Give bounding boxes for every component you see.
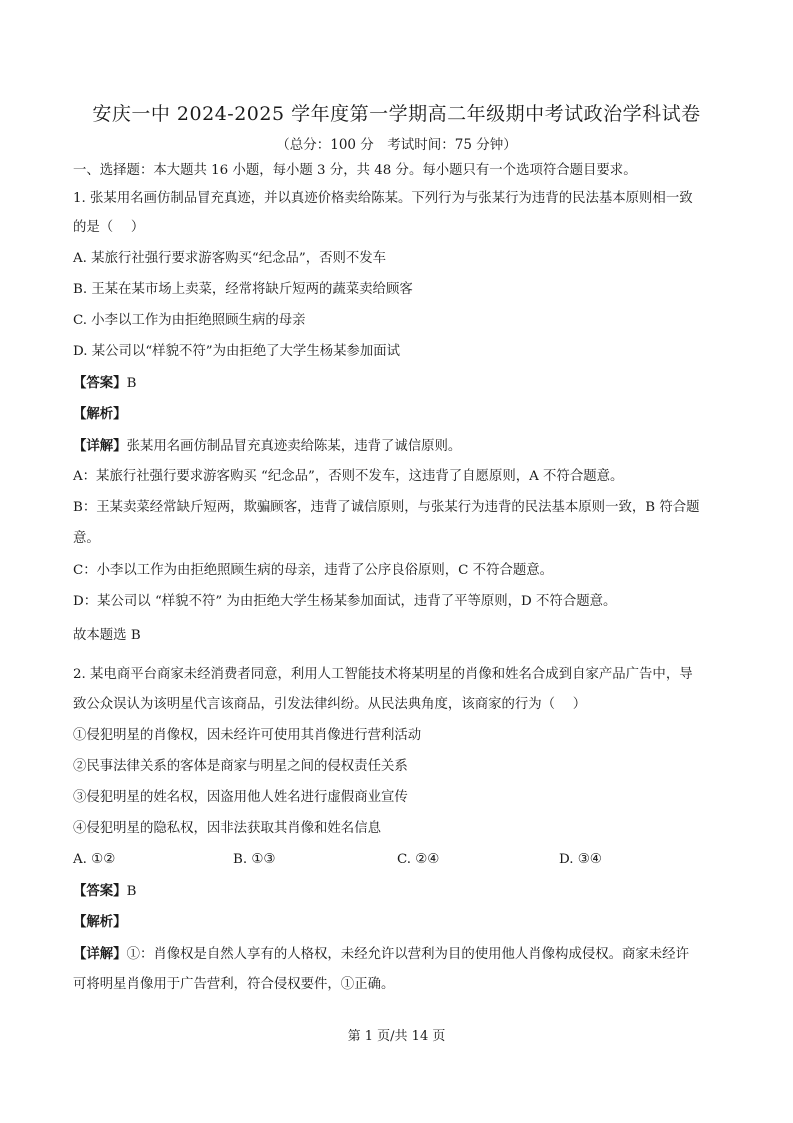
q2-item-2: ②民事法律关系的客体是商家与明星之间的侵权责任关系	[73, 759, 408, 774]
q2-analysis-heading	[73, 913, 753, 932]
q2-choice-c: C. ②④	[397, 852, 440, 867]
q2-item-4: ④侵犯明星的隐私权，因非法获取其肖像和姓名信息	[73, 821, 381, 836]
exam-subtitle: （总分：100 分 考试时间：75 分钟）	[276, 137, 517, 153]
q2-answer-tag: 【答案】	[73, 883, 127, 899]
q1-stem-line2: 的是（ ）	[73, 220, 145, 235]
q2-detail-line1: ①：肖像权是自然人享有的人格权，未经允许以营利为目的使用他人肖像构成侵权。商家未经许	[126, 947, 689, 962]
q1-option-a: A. 某旅行社强行要求游客购买“纪念品”，否则不发车	[73, 251, 387, 266]
q1-answer	[73, 374, 753, 393]
q2-stem-line1: 2. 某电商平台商家未经消费者同意，利用人工智能技术将某明星的肖像和姓名合成到自家产品广告中，导	[73, 667, 693, 682]
q2-stem-line2: 致公众误认为该明星代言该商品，引发法律纠纷。从民法典角度，该商家的行为（ ）	[73, 697, 587, 712]
q2-item-3: ③侵犯明星的姓名权，因盗用他人姓名进行虚假商业宣传	[73, 790, 408, 805]
q1-stem-line1: 1. 张某用名画仿制品冒充真迹，并以真迹价格卖给陈某。下列行为与张某行为违背的民法基本原则相一致	[73, 191, 693, 206]
q1-detail-a: A：某旅行社强行要求游客购买 “纪念品”，否则不发车，这违背了自愿原则，A 不符合题意。	[73, 469, 624, 484]
exam-title: 安庆一中 2024-2025 学年度第一学期高二年级期中考试政治学科试卷	[92, 103, 701, 125]
q2-analysis-tag: 【解析】	[73, 914, 127, 930]
q2-choice-d: D. ③④	[559, 852, 602, 867]
page-footer: 第 1 页/共 14 页	[347, 1029, 446, 1044]
q1-option-d: D. 某公司以“样貌不符”为由拒绝了大学生杨某参加面试	[73, 344, 401, 359]
q2-choice-a: A. ①②	[73, 852, 116, 867]
q1-answer-tag: 【答案】	[73, 375, 127, 391]
q1-detail-b-line2: 意。	[73, 531, 100, 546]
q1-detail-d: D：某公司以 “样貌不符” 为由拒绝大学生杨某参加面试，违背了平等原则，D 不符合题意。	[73, 594, 617, 609]
q2-answer-value: B	[126, 884, 137, 899]
section-instruction: 一、选择题：本大题共 16 小题，每小题 3 分，共 48 分。每小题只有一个选项符合题目要求。	[73, 163, 637, 178]
q1-detail-intro: 张某用名画仿制品冒充真迹卖给陈某，违背了诚信原则。	[126, 439, 462, 454]
q1-detail-tag: 【详解】	[73, 438, 127, 454]
q1-detail-b-line1: B：王某卖菜经常缺斤短两，欺骗顾客，违背了诚信原则，与张某行为违背的民法基本原则一致，B 符合题	[73, 500, 700, 515]
q2-answer	[73, 882, 753, 901]
q2-item-1: ①侵犯明星的肖像权，因未经许可使用其肖像进行营利活动	[73, 728, 422, 743]
q2-choice-b: B. ①③	[233, 852, 276, 867]
q1-conclusion: 故本题选 B	[73, 628, 141, 643]
q1-detail-intro-line	[73, 437, 753, 456]
q2-detail-line2: 可将明星肖像用于广告营利，符合侵权要件，①正确。	[73, 977, 395, 992]
q1-analysis-tag: 【解析】	[73, 406, 127, 422]
q1-option-c: C. 小李以工作为由拒绝照顾生病的母亲	[73, 313, 306, 328]
q1-option-b: B. 王某在某市场上卖菜，经常将缺斤短两的蔬菜卖给顾客	[73, 282, 413, 297]
q1-analysis-heading	[73, 405, 753, 424]
q1-answer-value: B	[126, 376, 137, 391]
q2-detail-tag: 【详解】	[73, 946, 127, 962]
q1-detail-c: C：小李以工作为由拒绝照顾生病的母亲，违背了公序良俗原则，C 不符合题意。	[73, 563, 554, 578]
q2-detail-line1-row	[73, 945, 753, 964]
